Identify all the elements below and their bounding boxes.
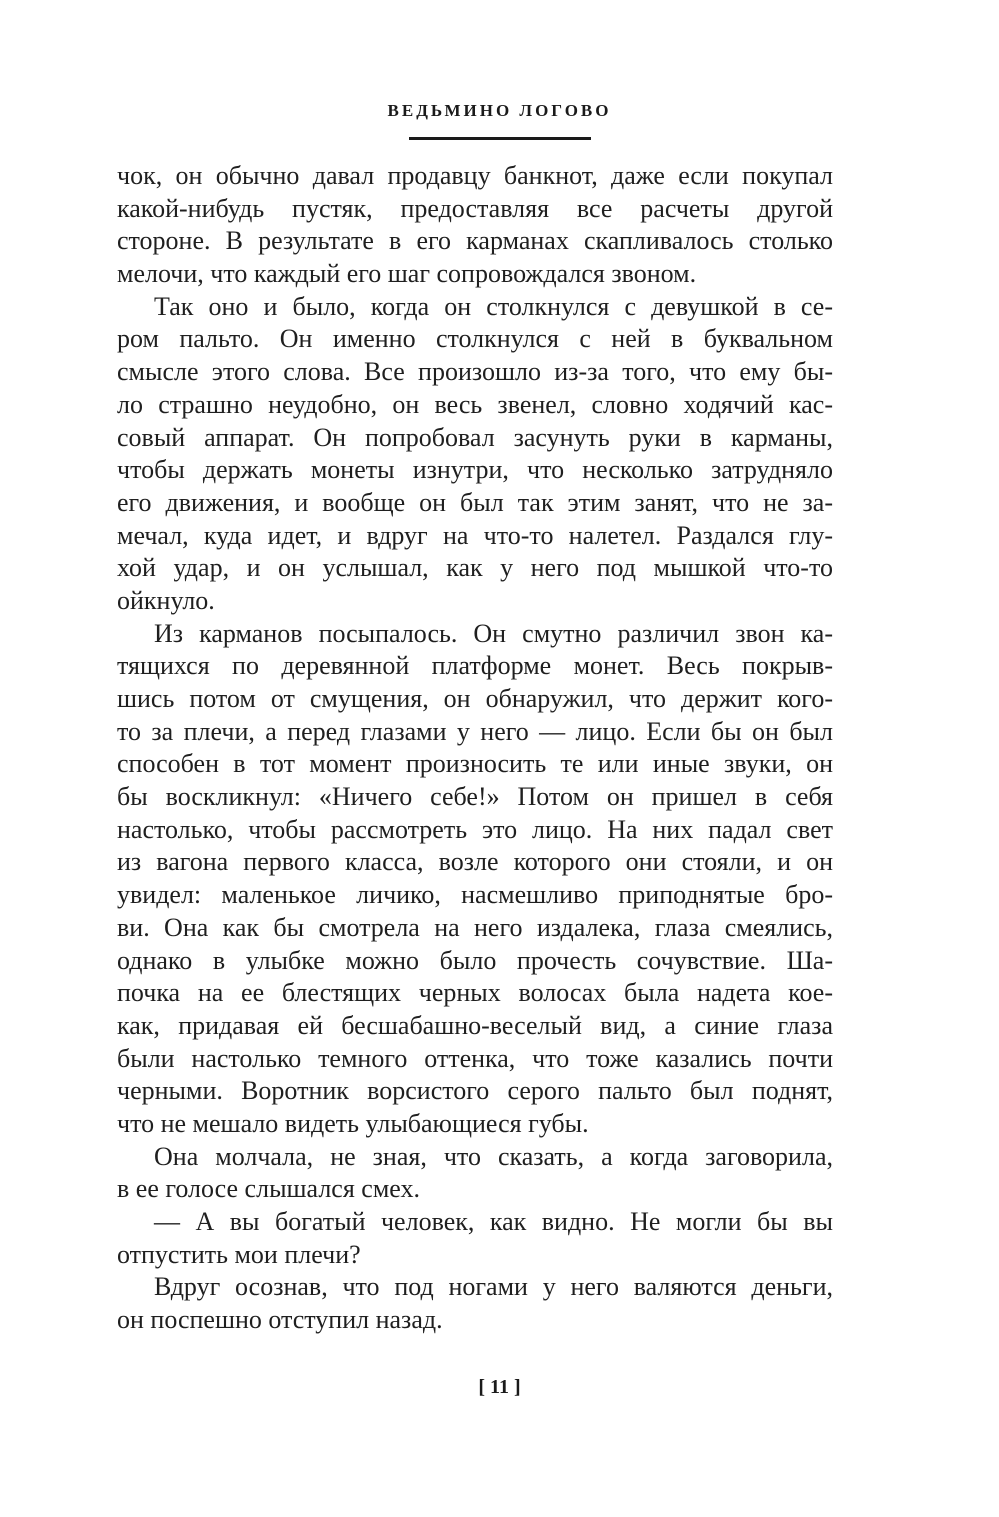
text-line: тящихся по деревянной платформе монет. Весь покрыв- [117,651,833,681]
text-line: однако в улыбке можно было прочесть сочувствие. Ша- [117,945,833,975]
text-line: настолько, чтобы рассмотреть это лицо. На них падал свет [117,814,833,844]
text-line: способен в тот момент произносить те или иные звуки, он [117,749,833,779]
text-line: Она молчала, не зная, что сказать, а когда заговорила, [154,1141,833,1171]
text-line: черными. Воротник ворсистого серого пальто был поднят, [117,1076,833,1106]
text-line: то за плечи, а перед глазами у него — лицо. Если бы он был [117,716,833,746]
text-line: какой-нибудь пустяк, предоставляя все расчеты другой [117,193,833,223]
text-line: что не мешало видеть улыбающиеся губы. [117,1108,589,1138]
text-line: увидел: маленькое личико, насмешливо приподнятые бро- [117,880,833,910]
text-line: ви. Она как бы смотрела на него издалека, глаза смеялись, [117,912,833,942]
text-line: шись потом от смущения, он обнаружил, что держит кого- [117,684,833,713]
text-line: в ее голосе слышался смех. [117,1174,420,1204]
text-line: почка на ее блестящих черных волосах была надета кое- [117,978,833,1008]
text-line: смысле этого слова. Все произошло из-за того, что ему бы- [117,357,833,387]
text-line: чок, он обычно давал продавцу банкнот, даже если покупал [117,161,833,190]
text-line: его движения, и вообще он был так этим занят, что не за- [117,487,833,517]
text-line: Вдруг осознав, что под ногами у него валяются деньги, [154,1272,833,1302]
text-line: стороне. В результате в его карманах скапливалось столько [117,226,833,256]
text-line: как, придавая ей бесшабашно-веселый вид, а синие глаза [117,1010,833,1040]
text-line: совый аппарат. Он попробовал засунуть руки в карманы, [117,422,833,452]
running-title: ВЕДЬМИНО ЛОГОВО [387,101,612,120]
page-number: [ 11 ] [478,1376,521,1398]
text-line: ло страшно неудобно, он весь звенел, словно ходячий кас- [117,389,833,419]
text-line: Из карманов посыпалось. Он смутно различил звон ка- [154,618,833,648]
text-line: бы воскликнул: «Ничего себе!» Потом он пришел в себя [117,782,833,812]
text-line: отпустить мои плечи? [117,1239,361,1269]
text-line: ром пальто. Он именно столкнулся с ней в буквальном [117,324,833,354]
text-line: были настолько темного оттенка, что тоже казались почти [117,1043,833,1073]
text-line: Так оно и было, когда он столкнулся с девушкой в се- [154,291,833,321]
body-text [117,160,833,1337]
text-line: мечал, куда идет, и вдруг на что-то налетел. Раздался глу- [117,520,833,550]
text-line: он поспешно отступил назад. [117,1305,443,1335]
text-line: — А вы богатый человек, как видно. Не могли бы вы [154,1207,833,1236]
text-line: мелочи, что каждый его шаг сопровождался звоном. [117,259,697,289]
header-rule [409,137,591,140]
text-line: чтобы держать монеты изнутри, что несколько затрудняло [117,455,833,485]
text-line: хой удар, и он услышал, как у него под мышкой что-то [117,553,833,583]
text-line: ойкнуло. [117,585,215,615]
text-line: из вагона первого класса, возле которого они стояли, и он [117,847,833,877]
